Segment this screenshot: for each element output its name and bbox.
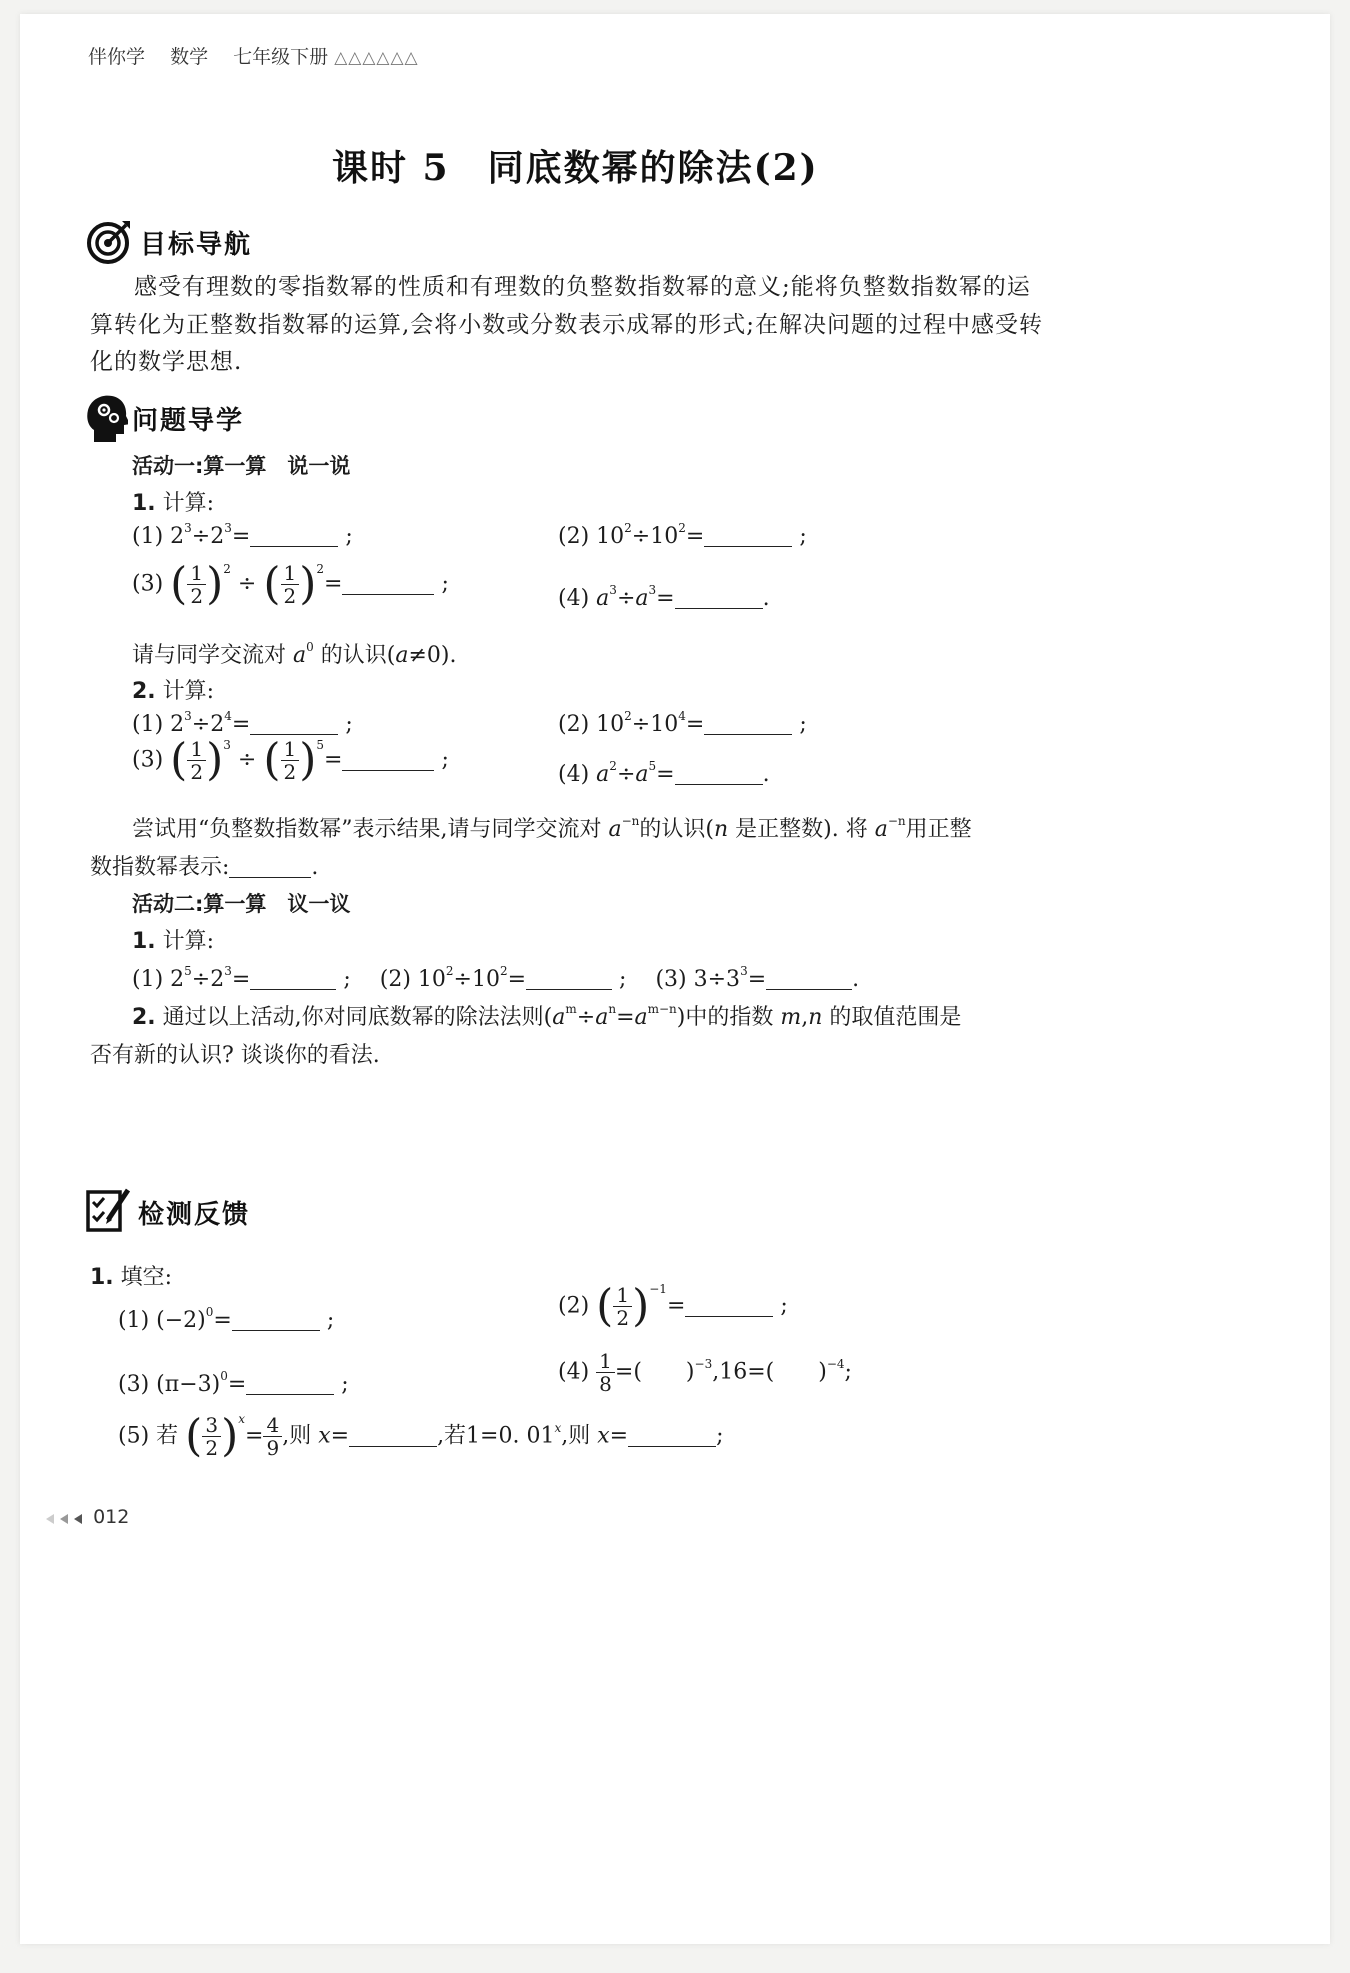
page-number: 012: [93, 1506, 130, 1528]
header-subject: 数学: [170, 46, 209, 68]
a1-q1-item-3: (3) ( $\frac{1}{2}$ )$^2$ ÷ ( $\frac{1}{2}$ )$^2$= ;: [132, 558, 449, 610]
a1-q1-label: 计算:: [162, 491, 215, 516]
fb-item-3: (3) $(\pi-3)^0=$ ;: [118, 1369, 349, 1397]
header-decor: △△△△△△: [334, 48, 419, 68]
goal-line-3: 化的数学思想.: [90, 349, 243, 375]
a1-note-1: 请与同学交流对 $a^0$ 的认识(a≠0).: [132, 640, 457, 668]
fraction: $\frac{3}{2}$: [202, 1414, 221, 1459]
answer-blank[interactable]: [766, 967, 852, 990]
running-header: [88, 42, 419, 69]
a2-q2-line-1: 2. 通过以上活动,你对同底数幂的除法法则$(a^m\div a^n=a^{m-n})$中的指数 m,n 的取值范围是: [132, 1002, 962, 1030]
fb-item-2: (2) ( $\frac{1}{2}$ )$^{-1}$= ;: [558, 1280, 788, 1332]
a1-q1-item-1: (1) $2^3\div 2^3=$ ;: [132, 521, 353, 549]
fraction: $\frac{1}{8}$: [596, 1350, 615, 1395]
header-book: 伴你学: [88, 46, 146, 68]
fraction: $\frac{1}{2}$: [281, 738, 300, 783]
answer-blank[interactable]: [246, 1372, 334, 1395]
section-heading-goal: 目标导航: [140, 230, 253, 260]
header-grade: 七年级下册: [233, 46, 329, 68]
a1-q1-item-2: (2) $10^2\div 10^2=$ ;: [558, 521, 807, 549]
fraction: $\frac{4}{9}$: [263, 1414, 282, 1459]
fb-item-1: (1) $(-2)^0=$ ;: [118, 1305, 335, 1333]
section-heading-guide: 问题导学: [132, 406, 245, 436]
activity-1-title: 活动一:算一算 说一说: [132, 454, 351, 478]
a1-q2-item-4: (4) $a^2\div a^5=$ .: [558, 759, 770, 787]
fraction: $\frac{1}{2}$: [187, 738, 206, 783]
arrow-decoration-icon: [42, 1512, 88, 1526]
a1-q1-num: 1.: [132, 491, 156, 516]
a2-q1-heading: 1. 计算:: [132, 929, 215, 954]
fraction: $\frac{1}{2}$: [613, 1284, 632, 1329]
section-heading-feedback: 检测反馈: [138, 1200, 251, 1230]
target-icon: [86, 219, 132, 265]
goal-line-1: 感受有理数的零指数幂的性质和有理数的负整数指数幂的意义;能将负整数指数幂的运: [134, 274, 1031, 300]
activity-2-title: 活动二:算一算 议一议: [132, 892, 351, 916]
answer-blank[interactable]: [628, 1424, 716, 1447]
answer-blank[interactable]: [349, 1424, 437, 1447]
page-title: 课时 5 同底数幂的除法(2): [332, 147, 819, 189]
goal-line-2: 算转化为正整数指数幂的运算,会将小数或分数表示成幂的形式;在解决问题的过程中感受转: [90, 312, 1044, 338]
answer-blank[interactable]: [342, 748, 434, 771]
fb-q1-heading: 1. 填空:: [90, 1265, 173, 1290]
answer-blank[interactable]: [675, 762, 763, 785]
fraction: $\frac{1}{2}$: [187, 562, 206, 607]
answer-blank[interactable]: [526, 967, 612, 990]
answer-blank[interactable]: [342, 572, 434, 595]
a1-q1-item-4: (4) $a^3\div a^3=$ .: [558, 583, 770, 611]
answer-blank[interactable]: [685, 1294, 773, 1317]
a1-q2-item-3: (3) ( $\frac{1}{2}$ )$^3$ ÷ ( $\frac{1}{2}$ )$^5$= ;: [132, 734, 449, 786]
a2-q2-line-2: 否有新的认识? 谈谈你的看法.: [90, 1043, 380, 1068]
footer: [42, 1506, 129, 1528]
a1-q2-item-2: (2) $10^2\div 10^4=$ ;: [558, 709, 807, 737]
fb-item-5: (5) 若 ( $\frac{3}{2}$ )$^x$= $\frac{4}{9}$ ,则 x= ,若1=0. 01$^x$,则 x= ;: [118, 1410, 724, 1462]
a1-q2-heading: 2. 计算:: [132, 679, 215, 704]
a2-q1-items: (1) $2^5\div 2^3=$ ; (2) $10^2\div 10^2=$ ; (3) $3\div 3^3=$ .: [132, 964, 860, 992]
answer-blank[interactable]: [232, 1308, 320, 1331]
answer-blank[interactable]: [675, 586, 763, 609]
checklist-icon: [86, 1186, 130, 1232]
answer-blank[interactable]: [250, 712, 338, 735]
answer-blank[interactable]: [250, 967, 336, 990]
answer-blank[interactable]: [229, 855, 311, 878]
page: [20, 14, 1330, 1944]
answer-blank[interactable]: [704, 524, 792, 547]
fraction: $\frac{1}{2}$: [281, 562, 300, 607]
answer-blank[interactable]: [704, 712, 792, 735]
head-gears-icon: [86, 394, 128, 444]
a1-q2-item-1: (1) $2^3\div 2^4=$ ;: [132, 709, 353, 737]
a1-note-2-line-1: 尝试用“负整数指数幂”表示结果,请与同学交流对 $a^{-n}$的认识(n 是正整数). 将 $a^{-n}$用正整: [132, 814, 972, 842]
answer-blank[interactable]: [250, 524, 338, 547]
a1-q1-heading: [132, 486, 214, 517]
fb-item-4: (4) $\frac{1}{8}$ =( )$^{-3}$,16=( )$^{-4}$;: [558, 1349, 852, 1396]
a1-note-2-line-2: 数指数幂表示: .: [90, 855, 319, 880]
